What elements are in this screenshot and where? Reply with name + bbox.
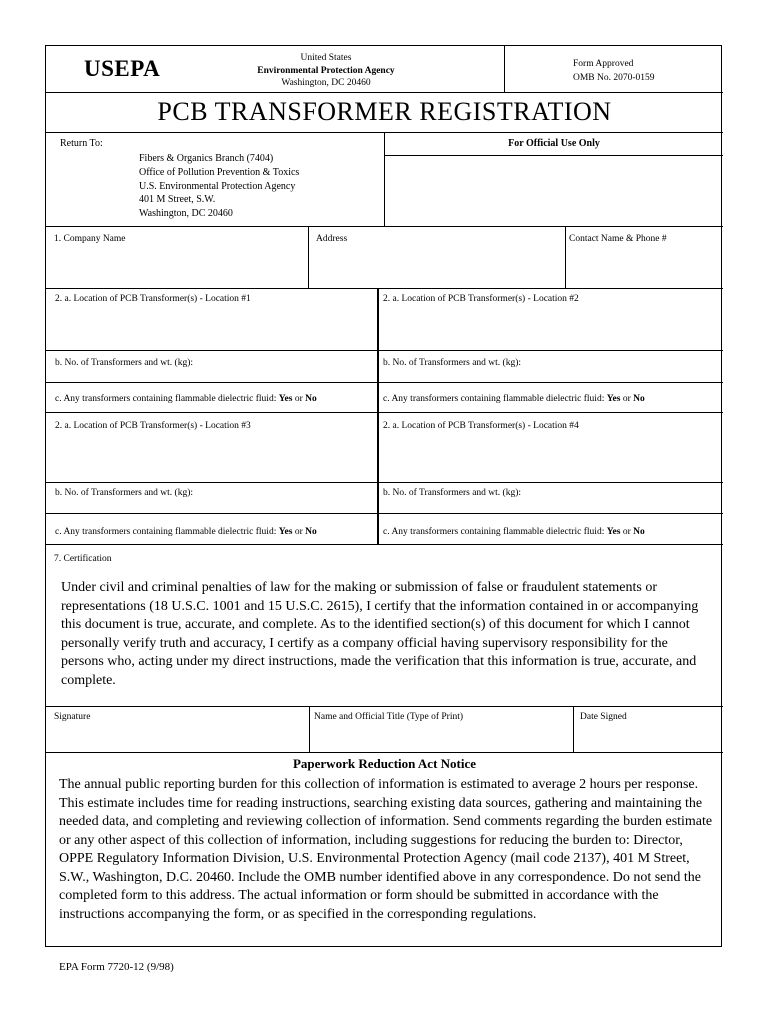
location-column-divider [377,288,379,544]
divider [309,706,310,752]
return-to-label: Return To: [60,138,103,149]
yes-option[interactable]: Yes [278,527,293,537]
location-2-label: 2. a. Location of PCB Transformer(s) - Location #2 [383,294,579,304]
no-option[interactable]: No [305,527,317,537]
location-3-count-field[interactable] [216,484,374,512]
address-line: U.S. Environmental Protection Agency [139,180,296,192]
date-signed-label: Date Signed [580,712,627,722]
location-4-count-label: b. No. of Transformers and wt. (kg): [383,488,522,498]
divider [46,706,723,707]
usepa-logo: USEPA [84,56,161,81]
return-address [139,152,299,221]
official-use-label: For Official Use Only [508,138,600,149]
name-title-label: Name and Official Title (Type of Print) [314,712,464,722]
address-line: Fibers & Organics Branch (7404) [139,153,274,164]
contact-field[interactable] [567,246,721,286]
divider [46,288,723,289]
approval-block [573,58,655,85]
divider [46,482,723,483]
divider [384,155,723,156]
divider [46,412,723,413]
form-approved-text: Form Approved [573,59,634,69]
name-title-field[interactable] [311,724,571,750]
official-use-box[interactable] [386,157,722,225]
registration-form [45,45,722,947]
location-1-count-label: b. No. of Transformers and wt. (kg): [55,358,194,368]
address-line: 401 M Street, S.W. [139,194,216,206]
certification-label: 7. Certification [54,554,112,564]
location-1-field[interactable] [48,306,374,348]
form-number: EPA Form 7720-12 (9/98) [59,961,174,973]
divider [46,226,723,227]
agency-name: Environmental Protection Agency [257,65,395,76]
yes-option[interactable]: Yes [278,394,293,404]
divider [46,513,723,514]
yes-option[interactable]: Yes [606,394,621,404]
certification-text: Under civil and criminal penalties of law for the making or submission of false or fraudulent statements or representations (18 U.S.C. 1001 and 15 U.S.C. 2615), I certify that the information contained in or accompanying this document is true, accurate, and complete. As to the identified section(s) of this document for which I cannot personally verify truth and accuracy, I certify as a company official having supervisory responsibility for the persons who, acting under my direct instructions, made the verification that this information is true, accurate, and complete. [61,580,699,688]
location-1-fluid-question: c. Any transformers containing flammable dielectric fluid: Yes or No [55,394,317,404]
location-3-field[interactable] [48,433,374,480]
divider [308,226,309,288]
address-label: Address [316,234,348,244]
divider [46,382,723,383]
signature-field[interactable] [48,724,307,750]
divider [565,226,566,288]
form-title: PCB TRANSFORMER REGISTRATION [157,97,612,126]
no-option[interactable]: No [305,394,317,404]
location-1-count-field[interactable] [216,352,374,380]
divider [46,544,723,545]
header-divider [504,46,505,92]
no-option[interactable]: No [633,527,645,537]
paperwork-text: The annual public reporting burden for this collection of information is estimated to average 2 hours per response. This estimate includes time for reading instructions, searching existing data sources, gathering and maintaining the needed data, and completing and reviewing collection of information. Send comments regarding the burden estimate or any other aspect of this collection of information, including suggestions for reducing the burden to: Director, OPPE Regulatory Information Division, U.S. Environmental Protection Agency (mail code 2137), 401 M Street, S.W., Washington, D.C. 20460. Include the OMB number identified above in any correspondence. Do not send the completed form to this address. The actual information or form should be submitted in accordance with the instructions accompanying the form, or as specified in the corresponding regulations. [59,777,713,922]
address-line: Office of Pollution Prevention & Toxics [139,166,300,178]
location-2-fluid-question: c. Any transformers containing flammable dielectric fluid: Yes or No [383,394,645,404]
location-4-field[interactable] [381,433,721,480]
agency-city: Washington, DC 20460 [281,78,371,88]
location-3-label: 2. a. Location of PCB Transformer(s) - Location #3 [55,421,251,431]
agency-block [226,52,426,90]
location-1-label: 2. a. Location of PCB Transformer(s) - Location #1 [55,294,251,304]
location-2-count-field[interactable] [551,352,721,380]
contact-label: Contact Name & Phone # [569,234,667,244]
location-4-label: 2. a. Location of PCB Transformer(s) - Location #4 [383,421,579,431]
address-line: Washington, DC 20460 [139,208,233,220]
divider [46,92,723,93]
address-field[interactable] [310,246,563,286]
date-signed-field[interactable] [575,724,721,750]
company-name-label: 1. Company Name [54,234,126,244]
no-option[interactable]: No [633,394,645,404]
location-2-count-label: b. No. of Transformers and wt. (kg): [383,358,522,368]
location-2-field[interactable] [381,306,721,348]
omb-number: OMB No. 2070-0159 [573,72,655,83]
paperwork-title: Paperwork Reduction Act Notice [292,756,477,771]
location-4-fluid-question: c. Any transformers containing flammable dielectric fluid: Yes or No [383,527,645,537]
divider [46,350,723,351]
location-3-count-label: b. No. of Transformers and wt. (kg): [55,488,194,498]
signature-label: Signature [54,712,91,722]
divider [573,706,574,752]
divider [46,752,723,753]
company-name-field[interactable] [48,246,306,286]
location-3-fluid-question: c. Any transformers containing flammable dielectric fluid: Yes or No [55,527,317,537]
location-4-count-field[interactable] [551,484,721,512]
yes-option[interactable]: Yes [606,527,621,537]
agency-country: United States [300,53,352,63]
